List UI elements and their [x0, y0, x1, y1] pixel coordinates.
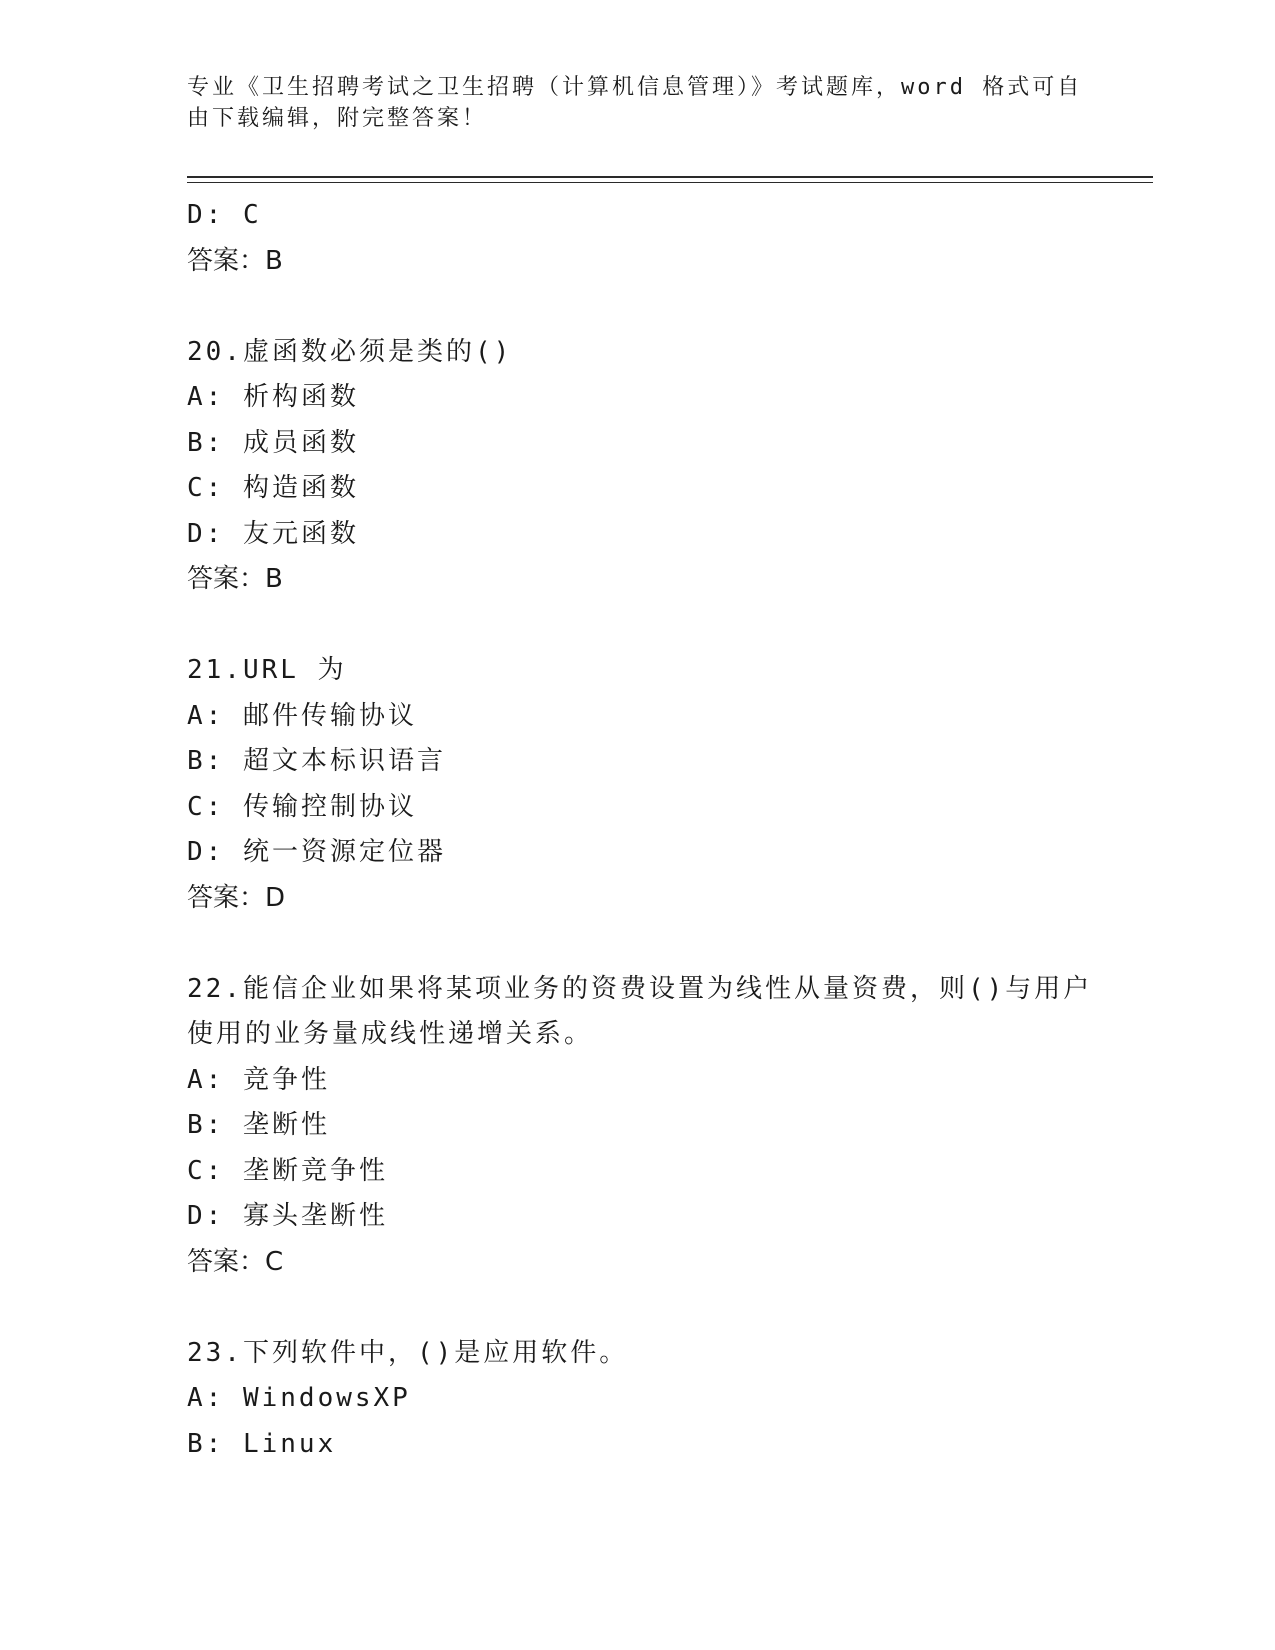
spacer	[187, 603, 1087, 649]
question-option-b: B: 成员函数	[187, 427, 359, 458]
prev-question-answer: 答案：B	[187, 245, 283, 276]
question-option-d: D: 寡头垄断性	[187, 1201, 388, 1231]
question-option-b: B: Linux	[187, 1428, 337, 1459]
spacer	[187, 921, 1087, 967]
question-stem-line-1: 22.能信企业如果将某项业务的资费设置为线性从量资费，则()与用户	[187, 973, 1093, 1004]
question-stem: 20.虚函数必须是类的()	[187, 336, 513, 367]
question-stem: 23.下列软件中，()是应用软件。	[187, 1337, 629, 1368]
header-line-1: 专业《卫生招聘考试之卫生招聘（计算机信息管理）》考试题库，word 格式可自	[187, 75, 1083, 100]
header-divider-thin	[187, 182, 1153, 183]
question-option-a: A: 竞争性	[187, 1064, 330, 1095]
header-line-2: 由下载编辑，附完整答案！	[187, 106, 488, 131]
question-stem-line-2: 使用的业务量成线性递增关系。	[187, 1019, 594, 1049]
question-option-d: D: 友元函数	[187, 518, 359, 549]
question-option-a: A: 邮件传输协议	[187, 700, 417, 731]
spacer	[187, 1285, 1087, 1331]
question-list	[187, 193, 1093, 1467]
header-divider-thick	[187, 176, 1153, 178]
question-answer: 答案：C	[187, 1246, 284, 1277]
question-option-b: B: 垄断性	[187, 1110, 330, 1140]
prev-question-option-d: D: C	[187, 200, 262, 230]
question-option-a: A: 析构函数	[187, 382, 359, 412]
question-option-c: C: 构造函数	[187, 473, 359, 503]
document-header	[187, 72, 1087, 134]
question-option-d: D: 统一资源定位器	[187, 837, 446, 867]
question-option-b: B: 超文本标识语言	[187, 746, 446, 776]
question-answer: 答案：D	[187, 882, 286, 913]
question-option-c: C: 垄断竞争性	[187, 1155, 388, 1186]
spacer	[187, 284, 1087, 330]
question-stem: 21.URL 为	[187, 655, 347, 685]
question-option-a: A: WindowsXP	[187, 1383, 411, 1413]
question-answer: 答案：B	[187, 564, 283, 594]
question-option-c: C: 传输控制协议	[187, 791, 417, 822]
